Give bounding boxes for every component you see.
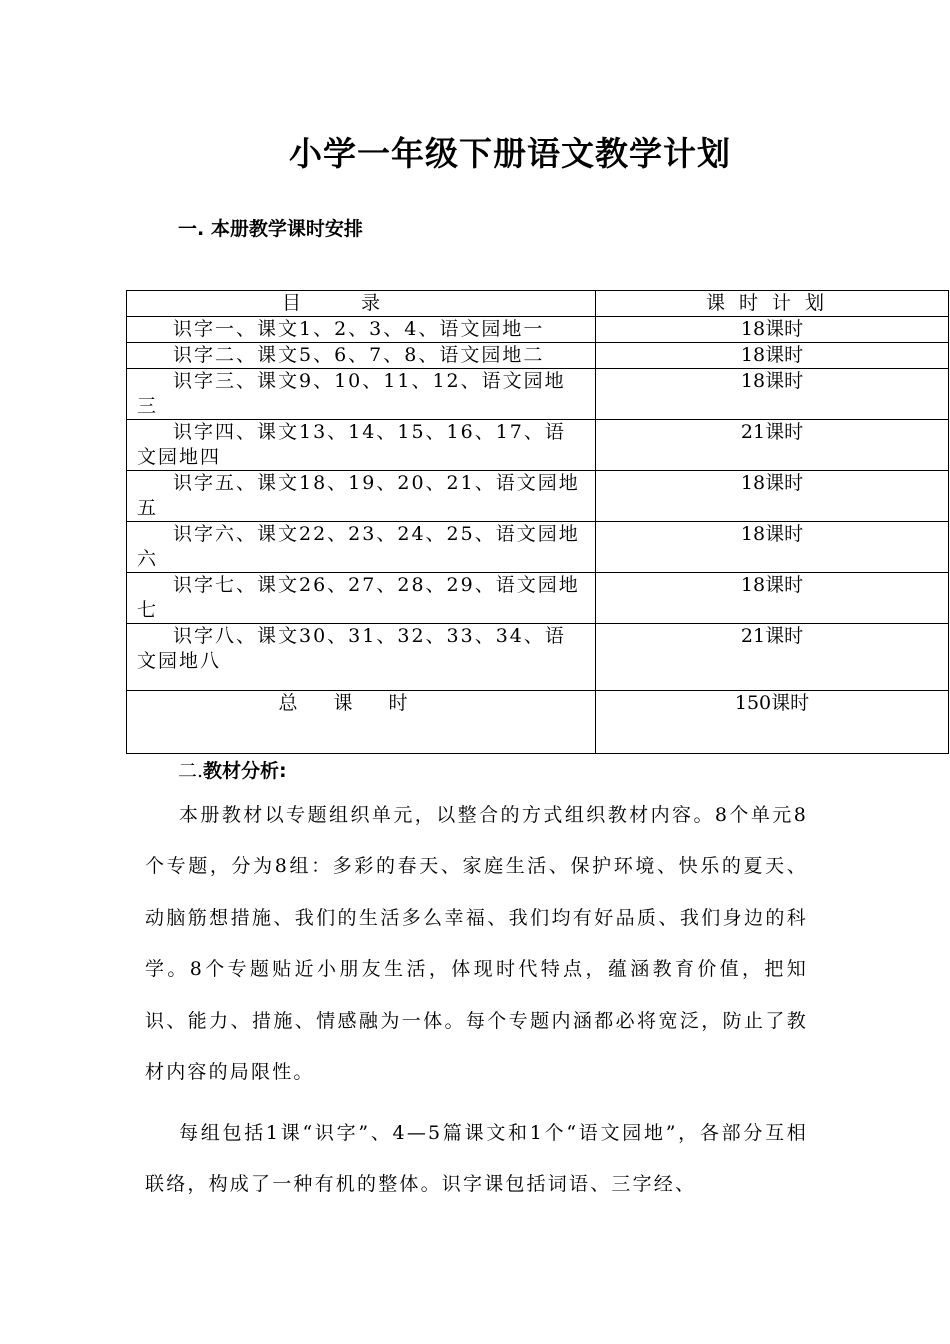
page-title: 小学一年级下册语文教学计划 (289, 134, 731, 173)
section-heading-analysis (178, 756, 287, 783)
header-plan: 课时计划 (596, 291, 949, 317)
row-contents: 识字三、课文9、10、11、12、语文园地三 (127, 369, 596, 420)
row-contents: 识字五、课文18、19、20、21、语文园地五 (127, 471, 596, 522)
table-row (127, 317, 949, 343)
row-hours: 21课时 (596, 624, 949, 691)
section-number: 二. (178, 760, 204, 782)
row-hours: 18课时 (596, 522, 949, 573)
row-hours: 18课时 (596, 369, 949, 420)
row-contents: 识字一、课文1、2、3、4、语文园地一 (127, 317, 596, 343)
row-contents: 识字七、课文26、27、28、29、语文园地七 (127, 573, 596, 624)
analysis-paragraph: 每组包括1课“识字”、4—5篇课文和1个“语文园地”，各部分互相联络，构成了一种有机的整体。识字课包括词语、三字经、 (145, 1122, 808, 1196)
total-label: 总课时 (127, 691, 596, 754)
table-row (127, 343, 949, 369)
table-row (127, 471, 949, 522)
table-row (127, 420, 949, 471)
table-header-row (127, 291, 949, 317)
schedule-table (126, 290, 949, 754)
analysis-paragraph: 本册教材以专题组织单元，以整合的方式组织教材内容。8个单元8个专题，分为8组：多彩的春天、家庭生活、保护环境、快乐的夏天、动脑筋想措施、我们的生活多么幸福、我们均有好品质、我们身边的科学。8个专题贴近小朋友生活，体现时代特点，蕴涵教育价值，把知识、能力、措施、情感融为一体。每个专题内涵都必将宽泛，防止了教材内容的局限性。 (145, 804, 808, 1084)
header-contents: 目录 (127, 291, 596, 317)
row-hours: 18课时 (596, 471, 949, 522)
row-hours: 18课时 (596, 573, 949, 624)
row-contents: 识字八、课文30、31、32、33、34、语文园地八 (127, 624, 596, 691)
table-total-row (127, 691, 949, 754)
row-contents: 识字六、课文22、23、24、25、语文园地六 (127, 522, 596, 573)
row-hours: 21课时 (596, 420, 949, 471)
row-hours: 18课时 (596, 343, 949, 369)
row-contents: 识字二、课文5、6、7、8、语文园地二 (127, 343, 596, 369)
row-hours: 18课时 (596, 317, 949, 343)
total-hours: 150课时 (596, 691, 949, 754)
section-heading-schedule: 一. 本册教学课时安排 (178, 218, 363, 240)
table-row (127, 624, 949, 691)
table-row (127, 573, 949, 624)
section-title: 教材分析: (203, 760, 287, 782)
table-row (127, 369, 949, 420)
table-row (127, 522, 949, 573)
row-contents: 识字四、课文13、14、15、16、17、语文园地四 (127, 420, 596, 471)
